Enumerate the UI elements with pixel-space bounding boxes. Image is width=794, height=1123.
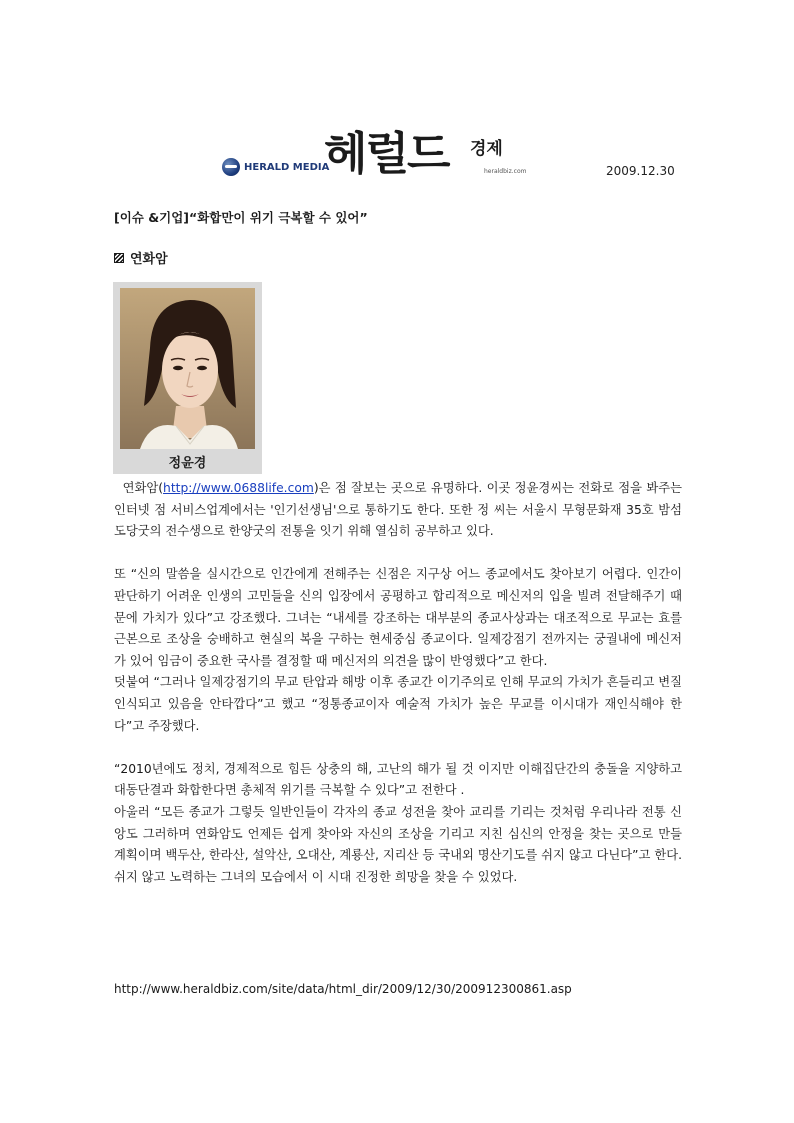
publish-date: 2009.12.30 [606, 164, 675, 178]
paragraph-1-rest: )은 점 잘보는 곳으로 유명하다. 이곳 정윤경씨는 전화로 점을 봐주는 인터넷 점 서비스업계에서는 '인기선생님'으로 통하기도 한다. 또한 정 씨는 서울시 무형문화재 35호 밤섬도당굿의 전수생으로 한양굿의 전통을 잇기 위해 열심히 공부하고 있다. [114, 481, 682, 539]
paragraph-1 [114, 478, 682, 543]
paragraph-2: 또 “신의 말씀을 실시간으로 인간에게 전해주는 신점은 지구상 어느 종교에서도 찾아보기 어렵다. 인간이 판단하기 어려운 인생의 고민들을 신의 입장에서 공평하고 합리적으로 메신저의 입을 빌려 전달해주기 때문에 가치가 있다”고 강조했다. 그녀는 “내세를 강조하는 대부분의 종교사상과는 대조적으로 무교는 효를 근본으로 조상을 숭배하고 현실의 복을 구하는 현세중심 종교이다. 일제강점기 전까지는 궁궐내에 메신저가 있어 임금이 중요한 국사를 결정할 때 메신저의 의견을 많이 반영했다”고 한다. [114, 567, 682, 668]
herald-media-logo [222, 158, 329, 176]
article-headline: [이슈 &기업]“화합만이 위기 극복할 수 있어” [114, 210, 368, 225]
masthead [222, 128, 532, 184]
brand-sub: 경제 [470, 139, 503, 159]
byline-icon [114, 253, 124, 263]
brand-url: heraldbiz.com [484, 168, 527, 175]
paragraph-4: “2010년에도 정치, 경제적으로 힘든 상충의 해, 고난의 해가 될 것 이지만 이해집단간의 충돌을 지양하고 대동단결과 화합한다면 총체적 위기를 극복할 수 있다”고 전한다 . [114, 761, 682, 798]
portrait-photo [120, 288, 255, 449]
article-body [114, 478, 682, 888]
source-url[interactable]: http://www.heraldbiz.com/site/data/html_dir/2009/12/30/200912300861.asp [114, 982, 572, 996]
portrait-frame [113, 282, 262, 474]
byline [114, 248, 168, 267]
website-link[interactable]: http://www.0688life.com [163, 481, 314, 495]
globe-icon [222, 158, 240, 176]
paragraph-5: 아울러 “모든 종교가 그렇듯 일반인들이 각자의 종교 성전을 찾아 교리를 기리는 것처럼 우리나라 전통 신앙도 그러하며 연화암도 언제든 쉽게 찾아와 자신의 조상을 기리고 지친 심신의 안정을 찾는 곳으로 만들 계획이며 백두산, 한라산, 설악산, 오대산, 계룡산, 지리산 등 국내외 명산기도를 쉬지 않고 다닌다”고 한다. 쉬지 않고 노력하는 그녀의 모습에서 이 시대 진정한 희망을 찾을 수 있었다. [114, 804, 682, 884]
portrait-caption: 정윤경 [168, 456, 207, 471]
byline-name: 연화암 [130, 252, 168, 267]
paragraph-3: 덧붙여 “그러나 일제강점기의 무교 탄압과 해방 이후 종교간 이기주의로 인해 무교의 가치가 흔들리고 변질 인식되고 있음을 안타깝다”고 했고 “정통종교이자 예술적 가치가 높은 무교를 이시대가 재인식해야 한다”고 주장했다. [114, 675, 682, 733]
paragraph-1-prefix: 연화암( [114, 481, 164, 495]
brand-name: 헤럴드 [324, 127, 449, 180]
media-label: HERALD MEDIA [244, 161, 330, 173]
